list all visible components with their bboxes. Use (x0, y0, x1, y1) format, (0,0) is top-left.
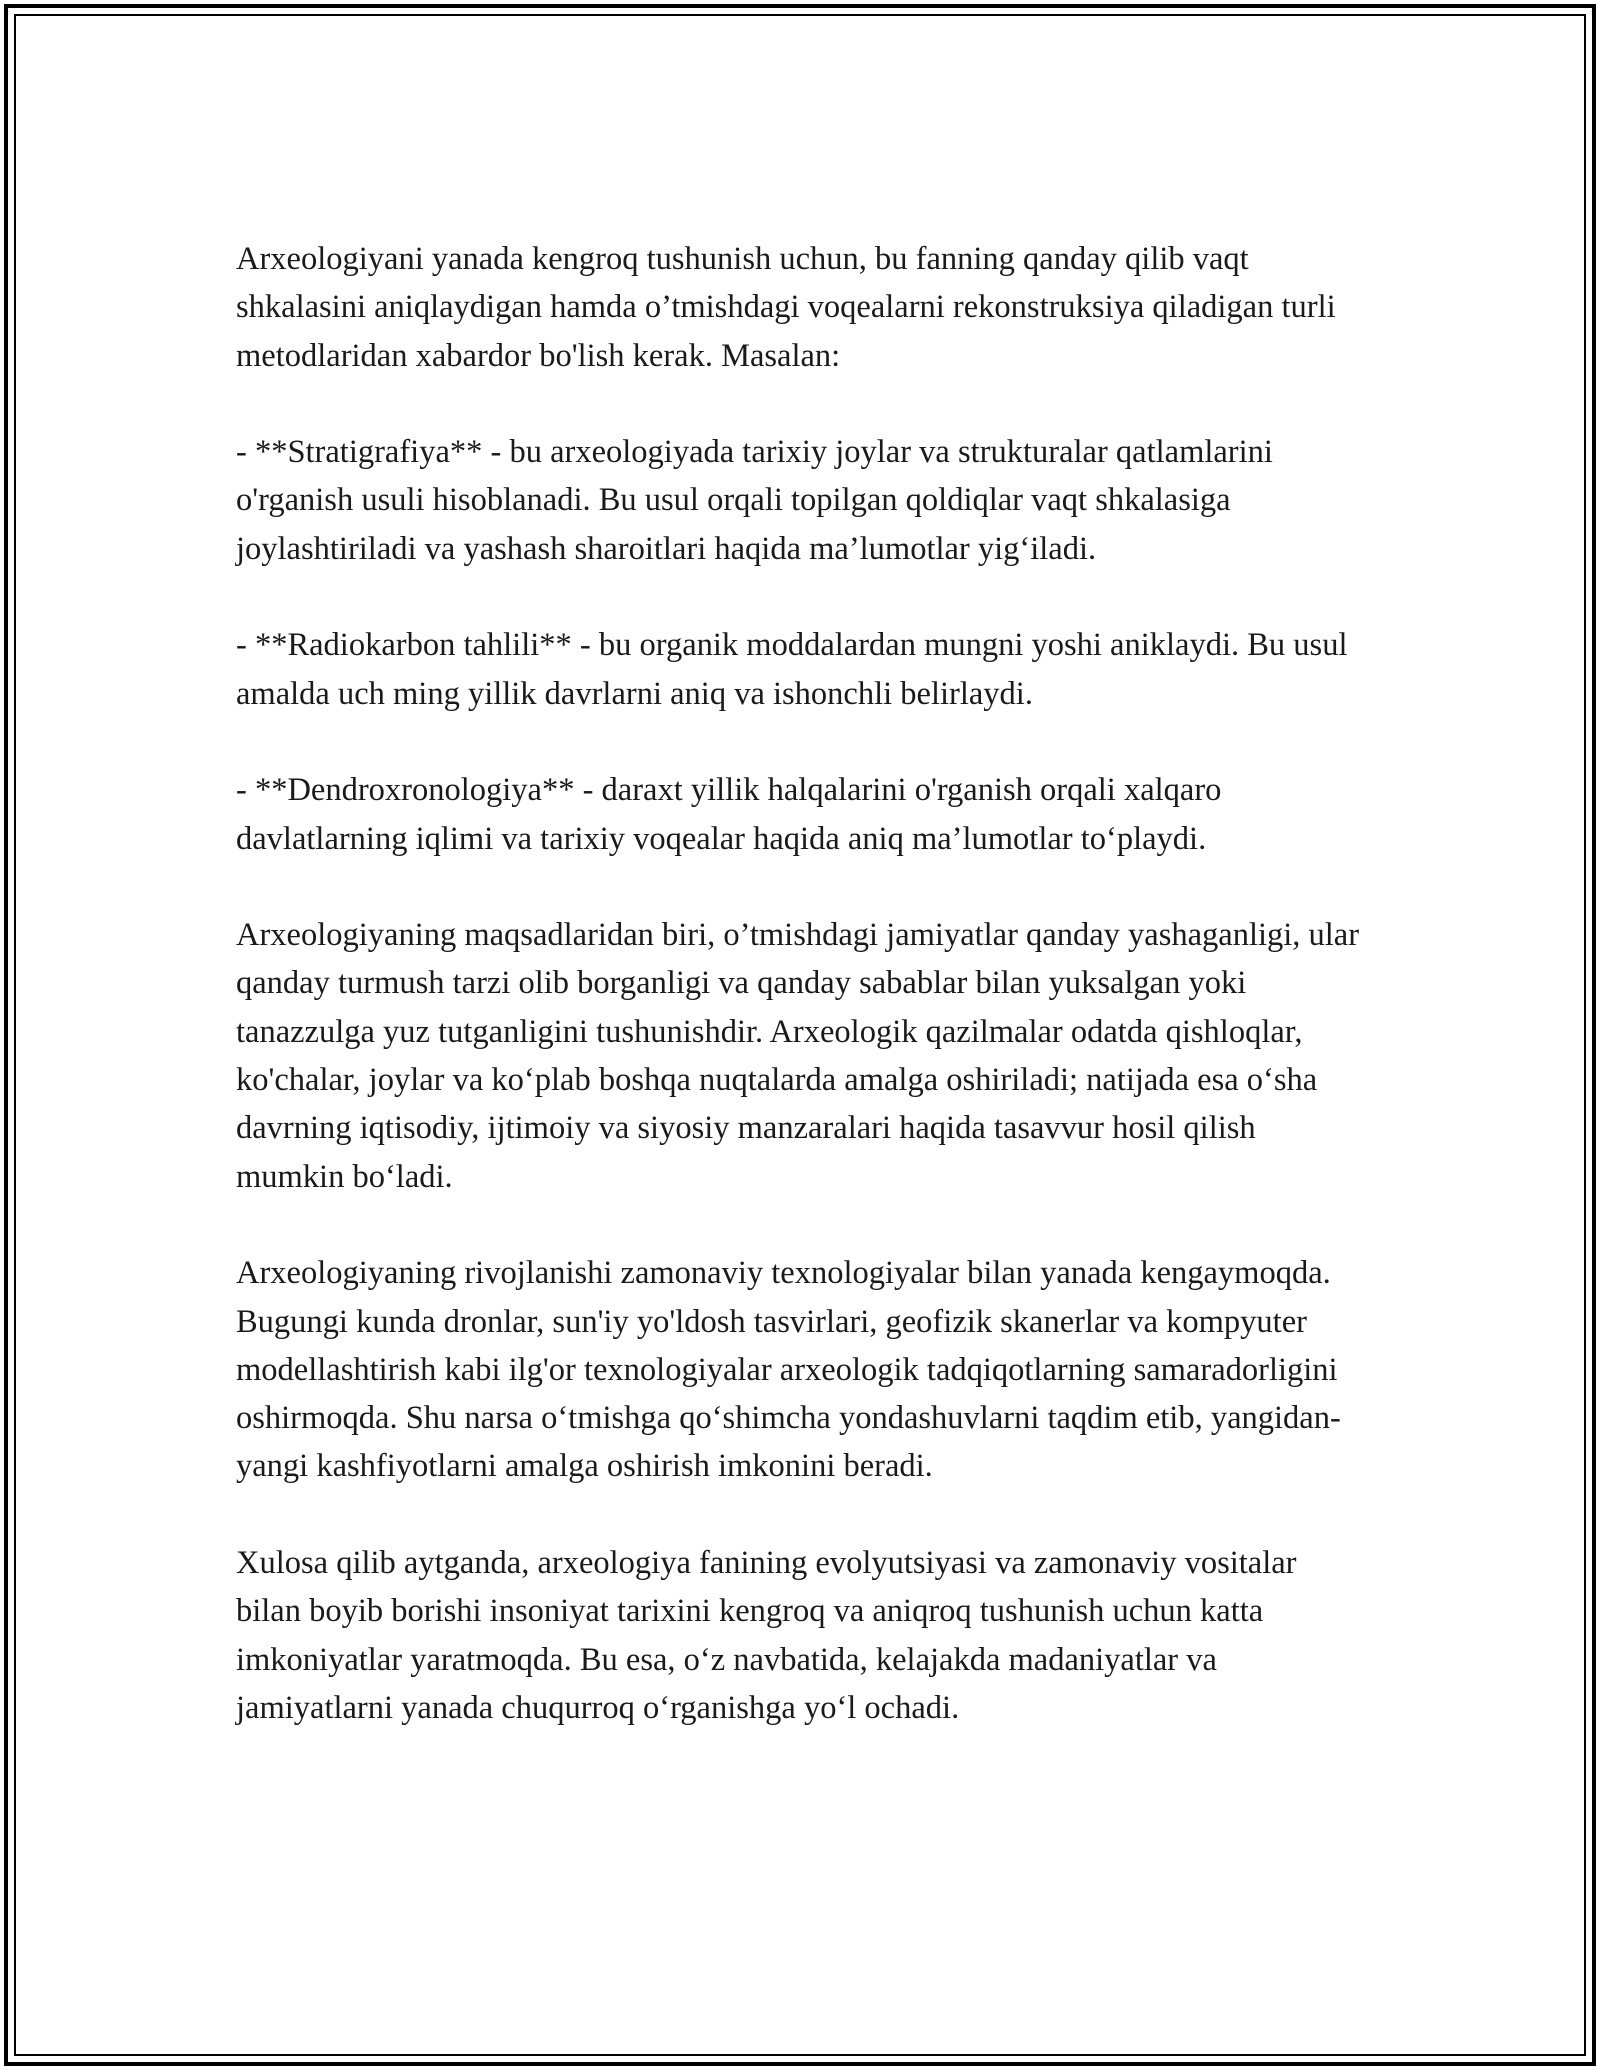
paragraph-dendroxronologiya: - **Dendroxronologiya** - daraxt yillik halqalarini o'rganish orqali xalqaro davlatlarning iqlimi va tarixiy voqealar haqida aniq ma’lumotlar to‘playdi. (236, 772, 1222, 857)
paragraph-stratigrafiya: - **Stratigrafiya** - bu arxeologiyada tarixiy joylar va strukturalar qatlamlarini o'rganish usuli hisoblanadi. Bu usul orqali topilgan qoldiqlar vaqt shkalasiga joylashtiriladi va yashash sharoitlari haqida ma’lumotlar yig‘iladi. (236, 434, 1273, 567)
document-body (236, 235, 1366, 1732)
paragraph-intro: Arxeologiyani yanada kengroq tushunish uchun, bu fanning qanday qilib vaqt shkalasini aniqlaydigan hamda o’tmishdagi voqealarni rekonstruksiya qiladigan turli metodlaridan xabardor bo'lish kerak. Masalan: (236, 241, 1336, 374)
paragraph-radiokarbon: - **Radiokarbon tahlili** - bu organik moddalardan mungni yoshi aniklaydi. Bu usul amalda uch ming yillik davrlarni aniq va ishonchli belirlaydi. (236, 627, 1348, 712)
paragraph-maqsadlar: Arxeologiyaning maqsadlaridan biri, o’tmishdagi jamiyatlar qanday yashaganligi, ular qanday turmush tarzi olib borganligi va qanday sabablar bilan yuksalgan yoki tanazzulga yuz tutganligini tushunishdir. Arxeologik qazilmalar odatda qishloqlar, ko'chalar, joylar va ko‘plab boshqa nuqtalarda amalga oshiriladi; natijada esa o‘sha davrning iqtisodiy, ijtimoiy va siyosiy manzaralari haqida tasavvur hosil qilish mumkin bo‘ladi. (236, 917, 1360, 1195)
paragraph-rivojlanish: Arxeologiyaning rivojlanishi zamonaviy texnologiyalar bilan yanada kengaymoqda. Bugungi kunda dronlar, sun'iy yo'ldosh tasvirlari, geofizik skanerlar va kompyuter modellashtirish kabi ilg'or texnologiyalar arxeologik tadqiqotlarning samaradorligini oshirmoqda. Shu narsa o‘tmishga qo‘shimcha yondashuvlarni taqdim etib, yangidan-yangi kashfiyotlarni amalga oshirish imkonini beradi. (236, 1255, 1341, 1485)
paragraph-xulosa: Xulosa qilib aytganda, arxeologiya fanining evolyutsiyasi va zamonaviy vositalar bilan boyib borishi insoniyat tarixini kengroq va aniqroq tushunish uchun katta imkoniyatlar yaratmoqda. Bu esa, o‘z navbatida, kelajakda madaniyatlar va jamiyatlarni yanada chuqurroq o‘rganishga yo‘l ochadi. (236, 1545, 1297, 1726)
